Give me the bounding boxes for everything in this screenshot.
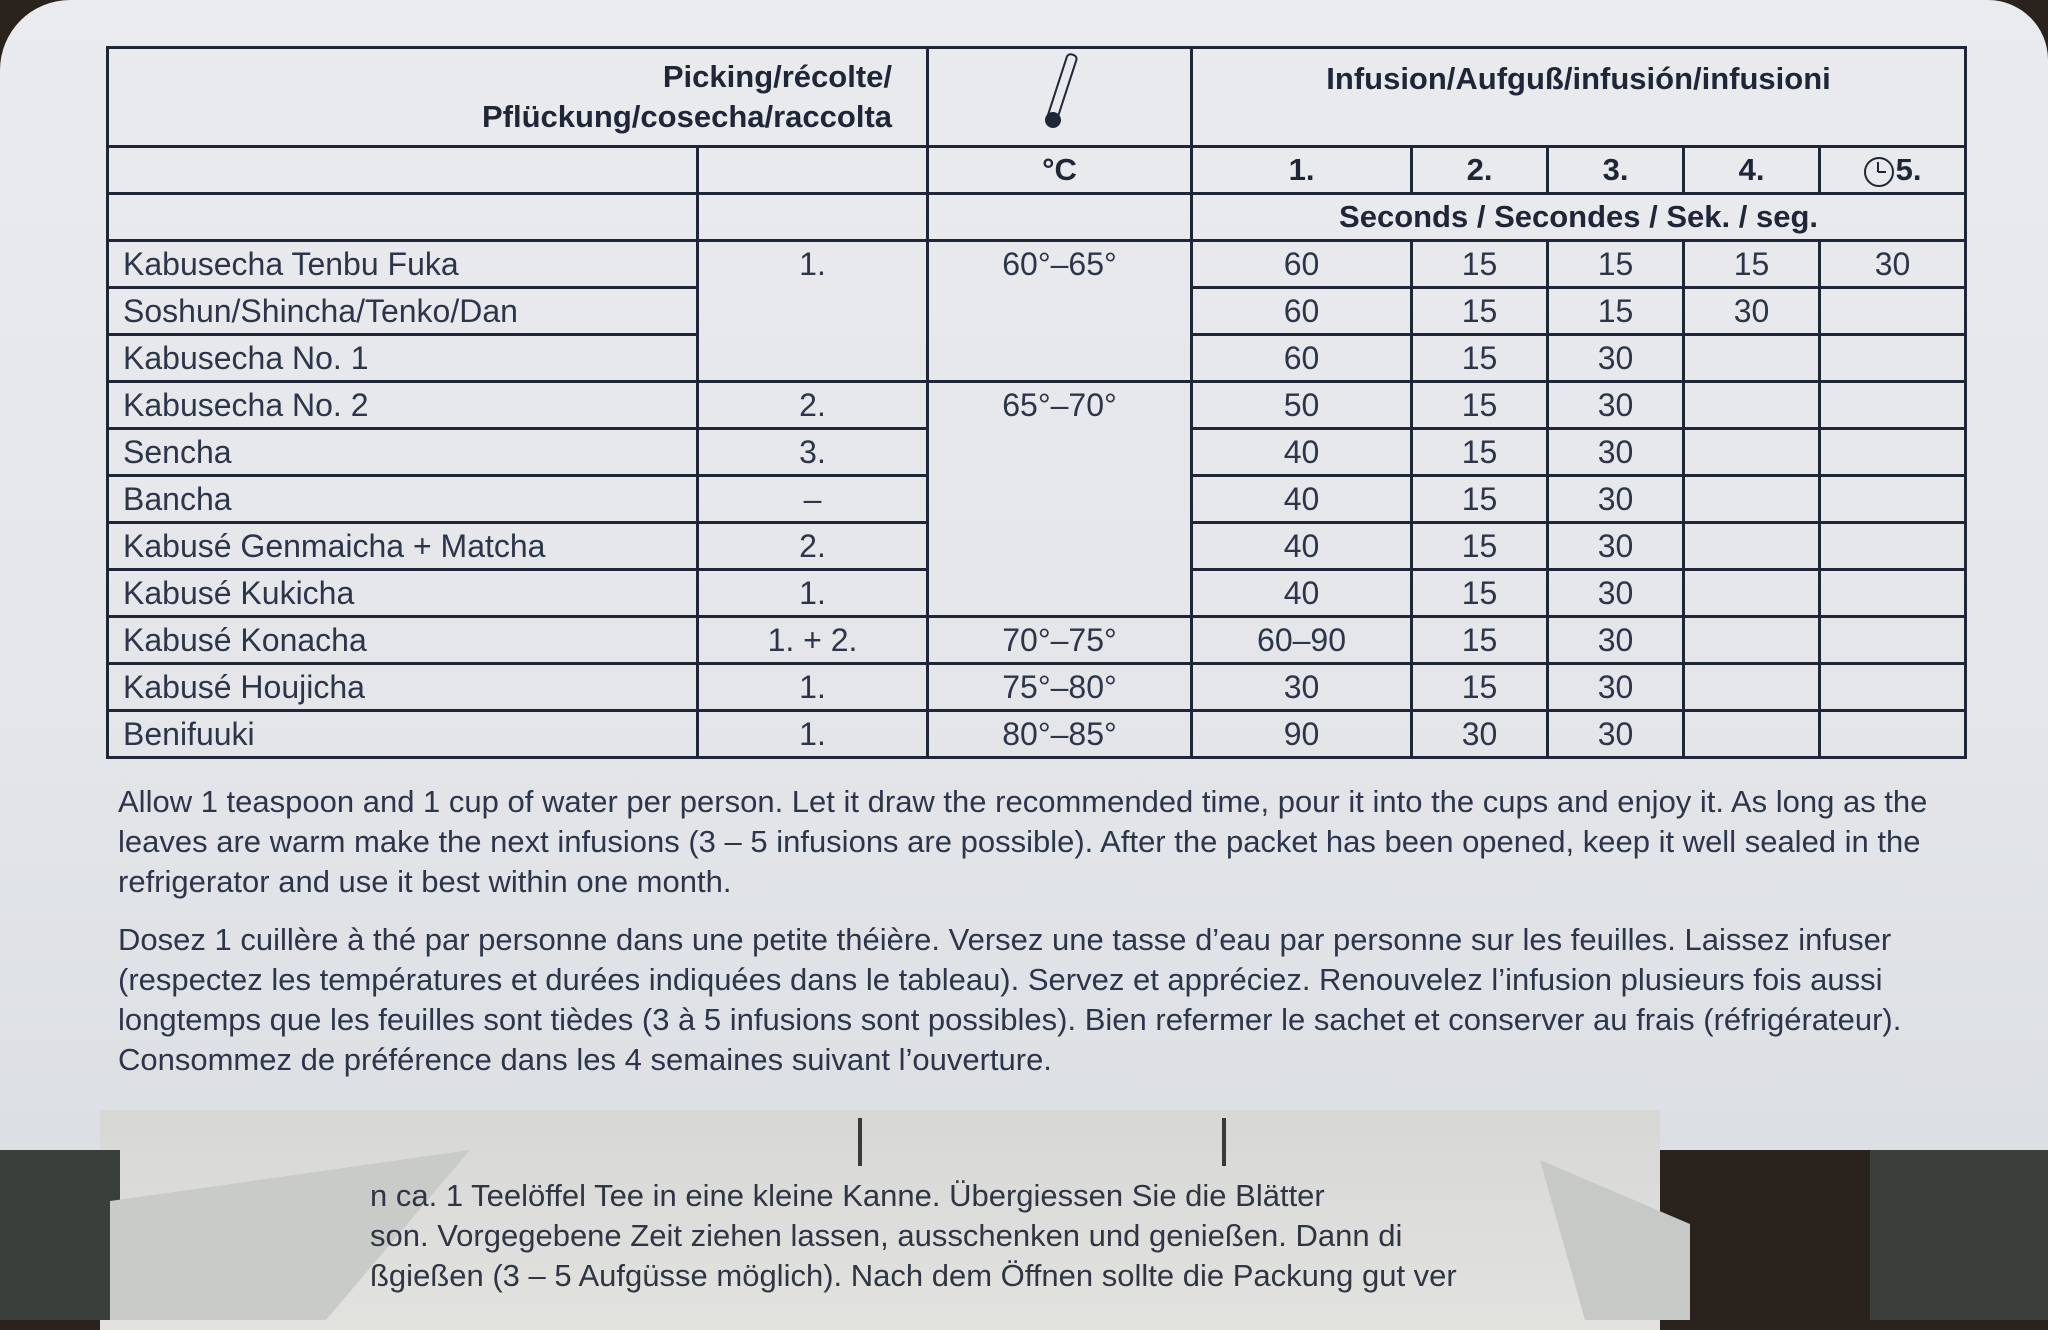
english-instructions: Allow 1 teaspoon and 1 cup of water per person. Let it draw the recommended time, pour it into the cups and enjoy it. As long as the leaves are warm make the next infusions (3 – 5 infusions are possible). After the packet has been opened, keep it well sealed in the refrigerator and use it best within one month. [118, 784, 1928, 899]
tea-name: Soshun/Shincha/Tenko/Dan [108, 288, 698, 335]
infusion-3-cell: 30 [1548, 523, 1684, 570]
german-line-1: n ca. 1 Teelöffel Tee in eine kleine Kanne. Übergiessen Sie die Blätter [370, 1178, 1325, 1213]
infusion-1-cell: 60–90 [1192, 617, 1412, 664]
header-row-2 [108, 147, 1966, 194]
table-row [108, 241, 1966, 288]
table-row [108, 382, 1966, 429]
tea-name: Kabusecha Tenbu Fuka [108, 241, 698, 288]
infusion-4-cell [1684, 335, 1820, 382]
header-row-1 [108, 48, 1966, 147]
picking-header-line2: Pflückung/cosecha/raccolta [481, 99, 893, 134]
infusion-1-cell: 40 [1192, 523, 1412, 570]
infusion-3-cell: 15 [1548, 241, 1684, 288]
tea-name: Kabusé Genmaicha + Matcha [108, 523, 698, 570]
infusion-2-cell: 15 [1412, 429, 1548, 476]
infusion-5-cell [1820, 429, 1966, 476]
picking-cell: 1. [698, 711, 928, 758]
infusion-5-cell [1820, 664, 1966, 711]
infusion-4-cell [1684, 382, 1820, 429]
infusion-1-cell: 40 [1192, 570, 1412, 617]
infusion-2-cell: 15 [1412, 382, 1548, 429]
thermometer-icon [1040, 50, 1080, 136]
brewing-table [106, 46, 1967, 759]
table-row [108, 664, 1966, 711]
picking-cell: 1. [698, 241, 928, 382]
picking-header-line1: Picking/récolte/ [662, 59, 893, 94]
german-instructions [370, 1176, 1620, 1296]
infusion-5-cell [1820, 570, 1966, 617]
temperature-cell: 65°–70° [928, 382, 1192, 617]
table-row [108, 617, 1966, 664]
infusion-2-cell: 15 [1412, 476, 1548, 523]
infusion-5-cell [1820, 335, 1966, 382]
infusion-5-cell [1820, 617, 1966, 664]
infusion-3-cell: 30 [1548, 664, 1684, 711]
infusion-2-cell: 15 [1412, 617, 1548, 664]
infusion-3-cell: 30 [1548, 570, 1684, 617]
tea-name: Kabusecha No. 1 [108, 335, 698, 382]
infusion-1-cell: 90 [1192, 711, 1412, 758]
infusion-2-cell: 15 [1412, 241, 1548, 288]
temperature-cell: 75°–80° [928, 664, 1192, 711]
temperature-cell: 70°–75° [928, 617, 1192, 664]
infusion-4-cell [1684, 523, 1820, 570]
temperature-header [928, 48, 1192, 147]
infusion-3-cell: 15 [1548, 288, 1684, 335]
tear-mark-left [858, 1118, 862, 1166]
french-instructions: Dosez 1 cuillère à thé par personne dans une petite théière. Versez une tasse d’eau par personne sur les feuilles. Laissez infuser (respectez les températures et durées indiquées dans le tableau). Servez et appréciez. Renouvelez l’infusion plusieurs fois aussi longtemps que les feuilles sont tièdes (3 à 5 infusions sont possibles). Bien refermer le sachet et conserver au frais (réfrigérateur). Consommez de préférence dans les 4 semaines suivant l’ouverture. [118, 922, 1902, 1077]
infusion-5-header [1820, 147, 1966, 194]
picking-header [108, 48, 928, 147]
picking-cell: 2. [698, 523, 928, 570]
infusion-2-cell: 15 [1412, 570, 1548, 617]
infusion-3-cell: 30 [1548, 711, 1684, 758]
infusion-3-cell: 30 [1548, 476, 1684, 523]
infusion-1-cell: 50 [1192, 382, 1412, 429]
infusion-5-label: 5. [1895, 152, 1922, 187]
celsius-header: °C [928, 147, 1192, 194]
infusion-1-cell: 60 [1192, 241, 1412, 288]
infusion-1-cell: 40 [1192, 476, 1412, 523]
infusion-1-cell: 30 [1192, 664, 1412, 711]
picking-cell: – [698, 476, 928, 523]
infusion-4-cell: 15 [1684, 241, 1820, 288]
infusion-2-cell: 15 [1412, 523, 1548, 570]
background-right [1870, 1150, 2048, 1320]
infusion-3-cell: 30 [1548, 617, 1684, 664]
tea-name: Benifuuki [108, 711, 698, 758]
infusion-header: Infusion/Aufguß/infusión/infusioni [1192, 48, 1966, 147]
infusion-5-cell: 30 [1820, 241, 1966, 288]
infusion-4-cell [1684, 711, 1820, 758]
tea-name: Kabusecha No. 2 [108, 382, 698, 429]
infusion-2-cell: 30 [1412, 711, 1548, 758]
german-line-3: ßgießen (3 – 5 Aufgüsse möglich). Nach dem Öffnen sollte die Packung gut ver [370, 1258, 1457, 1293]
infusion-4-cell [1684, 664, 1820, 711]
infusion-4-cell [1684, 429, 1820, 476]
infusion-1-cell: 40 [1192, 429, 1412, 476]
picking-cell: 1. + 2. [698, 617, 928, 664]
tea-name: Kabusé Kukicha [108, 570, 698, 617]
tea-name: Sencha [108, 429, 698, 476]
background-left [0, 1150, 120, 1320]
infusion-2-cell: 15 [1412, 664, 1548, 711]
infusion-4-cell [1684, 570, 1820, 617]
infusion-4-header: 4. [1684, 147, 1820, 194]
german-line-2: son. Vorgegebene Zeit ziehen lassen, ausschenken und genießen. Dann di [370, 1218, 1403, 1253]
infusion-5-cell [1820, 288, 1966, 335]
tear-mark-right [1222, 1118, 1226, 1166]
temperature-cell: 60°–65° [928, 241, 1192, 382]
picking-cell: 3. [698, 429, 928, 476]
infusion-1-header: 1. [1192, 147, 1412, 194]
picking-cell: 1. [698, 570, 928, 617]
picking-cell: 1. [698, 664, 928, 711]
infusion-2-cell: 15 [1412, 335, 1548, 382]
picking-cell: 2. [698, 382, 928, 429]
infusion-5-cell [1820, 476, 1966, 523]
header-row-3 [108, 194, 1966, 241]
tea-name: Kabusé Houjicha [108, 664, 698, 711]
infusion-3-header: 3. [1548, 147, 1684, 194]
infusion-4-cell [1684, 617, 1820, 664]
infusion-1-cell: 60 [1192, 288, 1412, 335]
infusion-1-cell: 60 [1192, 335, 1412, 382]
infusion-4-cell [1684, 476, 1820, 523]
infusion-3-cell: 30 [1548, 335, 1684, 382]
infusion-2-header: 2. [1412, 147, 1548, 194]
tea-name: Bancha [108, 476, 698, 523]
temperature-cell: 80°–85° [928, 711, 1192, 758]
seconds-header: Seconds / Secondes / Sek. / seg. [1192, 194, 1966, 241]
infusion-2-cell: 15 [1412, 288, 1548, 335]
table-row [108, 711, 1966, 758]
infusion-3-cell: 30 [1548, 382, 1684, 429]
clock-icon [1864, 157, 1894, 187]
tea-name: Kabusé Konacha [108, 617, 698, 664]
infusion-5-cell [1820, 382, 1966, 429]
infusion-5-cell [1820, 711, 1966, 758]
infusion-4-cell: 30 [1684, 288, 1820, 335]
infusion-3-cell: 30 [1548, 429, 1684, 476]
infusion-5-cell [1820, 523, 1966, 570]
